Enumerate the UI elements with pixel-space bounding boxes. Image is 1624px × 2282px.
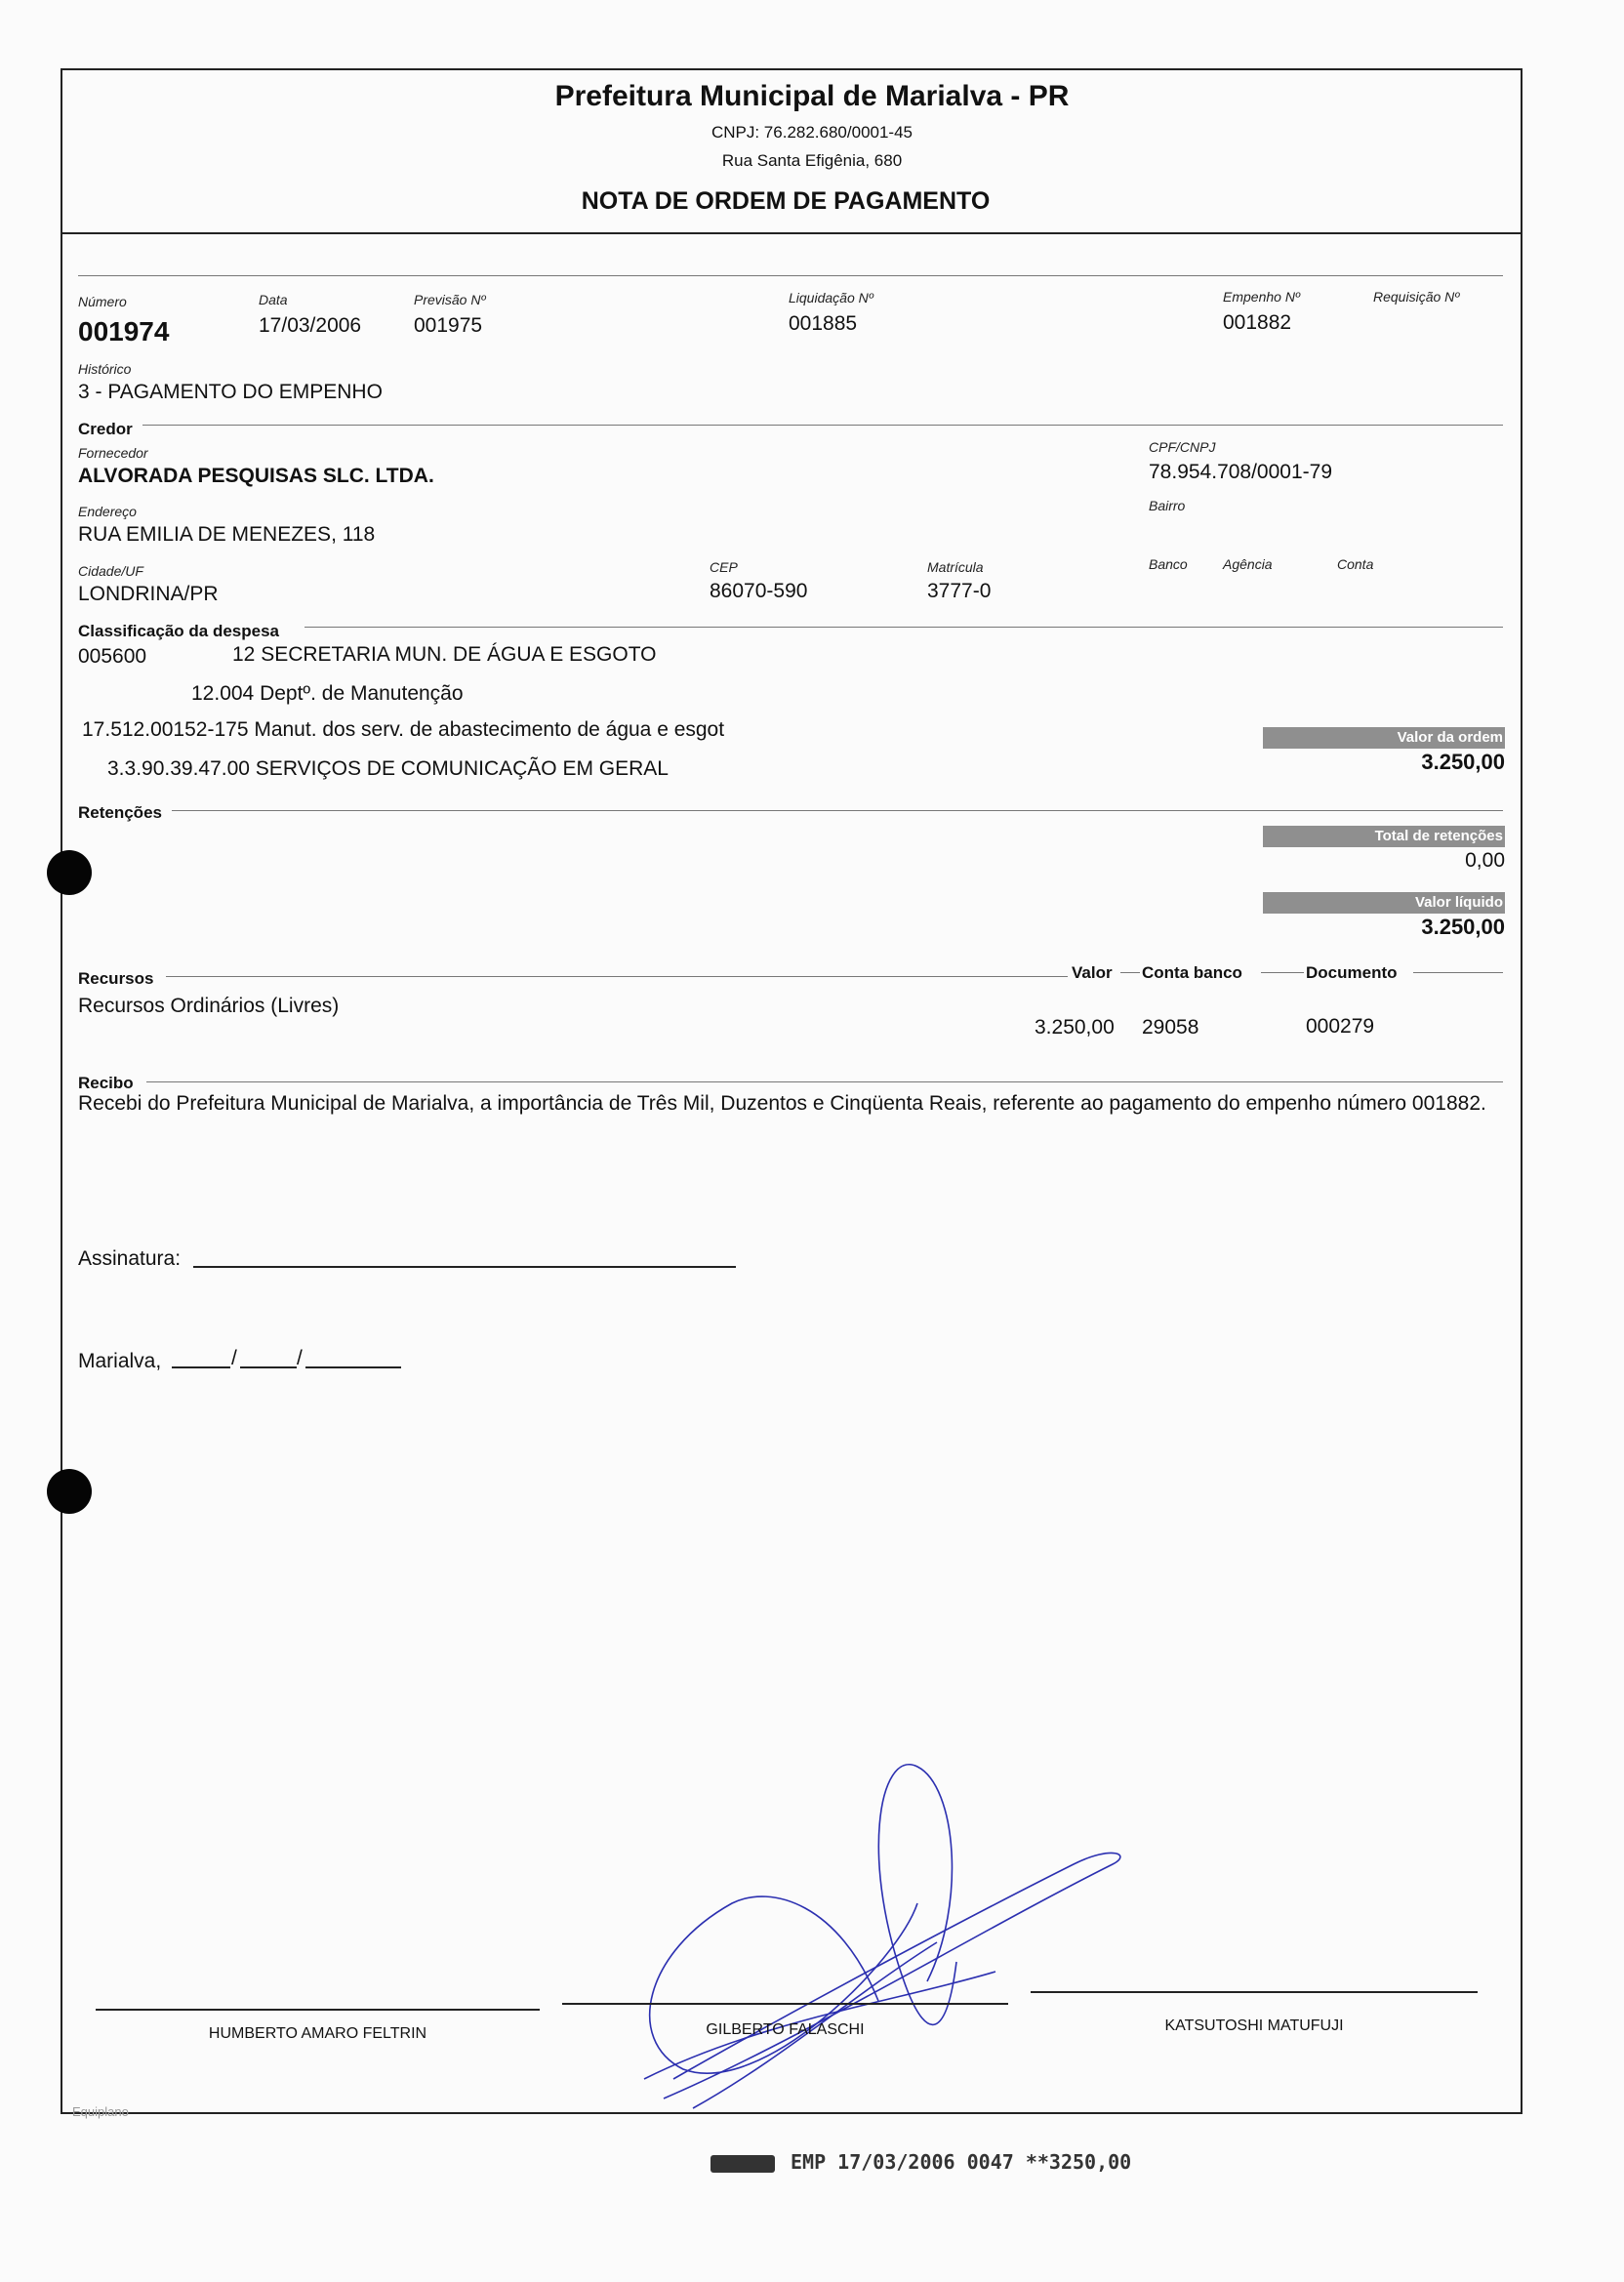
signature-line-1 — [96, 2009, 540, 2011]
valor-liquido-value: 3.250,00 — [1421, 915, 1505, 939]
recursos-documento-label: Documento — [1306, 963, 1398, 982]
classificacao-code: 005600 — [78, 645, 147, 668]
requisicao-label: Requisição Nº — [1373, 289, 1460, 305]
date-separator-2: / — [297, 1347, 303, 1369]
valor-liquido-label: Valor líquido — [1263, 892, 1505, 914]
date-year-line[interactable] — [305, 1366, 401, 1368]
previsao-label: Previsão Nº — [414, 292, 486, 307]
cidade-label: Cidade/UF — [78, 563, 143, 579]
recursos-documento: 000279 — [1306, 1015, 1375, 1038]
recursos-section: Recursos — [78, 969, 154, 988]
empenho-value: 001882 — [1223, 311, 1292, 334]
numero-value: 001974 — [78, 316, 170, 346]
place-date-label: Marialva, — [78, 1350, 162, 1372]
org-address: Rua Santa Efigênia, 680 — [721, 151, 903, 170]
matricula-value: 3777-0 — [927, 580, 992, 602]
recursos-valor: 3.250,00 — [1035, 1016, 1115, 1039]
signature-line-2 — [562, 2003, 1008, 2005]
classificacao-section: Classificação da despesa — [78, 622, 280, 640]
fornecedor-label: Fornecedor — [78, 445, 148, 461]
total-retencoes-label: Total de retenções — [1263, 826, 1505, 847]
software-label: Equiplano — [72, 2104, 129, 2119]
recursos-valor-label: Valor — [1072, 963, 1113, 982]
handwritten-signature — [605, 1747, 1132, 2118]
historico-value: 3 - PAGAMENTO DO EMPENHO — [78, 381, 383, 403]
date-separator-1: / — [231, 1347, 237, 1369]
agencia-label: Agência — [1223, 556, 1273, 572]
org-title: Prefeitura Municipal de Marialva - PR — [554, 80, 1070, 112]
recibo-section: Recibo — [78, 1074, 134, 1092]
binder-hole-top — [47, 850, 92, 895]
assinatura-label: Assinatura: — [78, 1247, 182, 1270]
cep-value: 86070-590 — [710, 580, 808, 602]
historico-label: Histórico — [78, 361, 132, 377]
empenho-label: Empenho Nº — [1223, 289, 1301, 305]
header-divider — [61, 232, 1521, 234]
classificacao-line2: 12.004 Deptº. de Manutenção — [191, 682, 464, 705]
date-day-line[interactable] — [172, 1366, 230, 1368]
top-divider — [78, 275, 1503, 276]
signature-line-3 — [1031, 1991, 1478, 1993]
cep-label: CEP — [710, 559, 738, 575]
banco-label: Banco — [1149, 556, 1188, 572]
bank-stamp: EMP 17/03/2006 0047 **3250,00 — [791, 2150, 1132, 2174]
data-value: 17/03/2006 — [259, 314, 362, 337]
signature-name-3: KATSUTOSHI MATUFUJI — [1164, 2017, 1344, 2034]
signature-name-2: GILBERTO FALASCHI — [706, 2021, 865, 2038]
doc-title: NOTA DE ORDEM DE PAGAMENTO — [581, 187, 991, 215]
numero-label: Número — [78, 294, 127, 309]
cpf-value: 78.954.708/0001-79 — [1149, 461, 1333, 483]
valor-ordem-value: 3.250,00 — [1421, 750, 1505, 774]
liquidacao-value: 001885 — [789, 312, 858, 335]
recursos-conta: 29058 — [1142, 1016, 1199, 1039]
recursos-conta-label: Conta banco — [1142, 963, 1242, 982]
date-month-line[interactable] — [240, 1366, 297, 1368]
cidade-value: LONDRINA/PR — [78, 583, 219, 605]
signature-name-1: HUMBERTO AMARO FELTRIN — [208, 2025, 427, 2042]
cnpj: CNPJ: 76.282.680/0001-45 — [710, 123, 914, 142]
endereco-label: Endereço — [78, 504, 137, 519]
assinatura-line[interactable] — [193, 1266, 736, 1268]
total-retencoes-value: 0,00 — [1465, 849, 1505, 872]
retencoes-section: Retenções — [78, 803, 162, 822]
matricula-label: Matrícula — [927, 559, 984, 575]
endereco-value: RUA EMILIA DE MENEZES, 118 — [78, 523, 376, 546]
cpf-label: CPF/CNPJ — [1149, 439, 1216, 455]
classificacao-line4: 3.3.90.39.47.00 SERVIÇOS DE COMUNICAÇÃO EM GERAL — [107, 757, 669, 780]
conta-label: Conta — [1337, 556, 1374, 572]
data-label: Data — [259, 292, 288, 307]
classificacao-line3: 17.512.00152-175 Manut. dos serv. de abastecimento de água e esgot — [82, 718, 725, 741]
classificacao-line1: 12 SECRETARIA MUN. DE ÁGUA E ESGOTO — [232, 643, 657, 666]
stamp-mark — [710, 2155, 775, 2173]
valor-ordem-label: Valor da ordem — [1263, 727, 1505, 749]
fornecedor-value: ALVORADA PESQUISAS SLC. LTDA. — [78, 465, 434, 487]
credor-section: Credor — [78, 420, 133, 438]
binder-hole-bottom — [47, 1469, 92, 1514]
liquidacao-label: Liquidação Nº — [789, 290, 873, 306]
recibo-text: Recebi do Prefeitura Municipal de Marialva, a importância de Três Mil, Duzentos e Cinqüenta Reais, referente ao pagamento do empenho número 001882. — [78, 1092, 1486, 1115]
recursos-desc: Recursos Ordinários (Livres) — [78, 995, 340, 1017]
bairro-label: Bairro — [1149, 498, 1186, 513]
previsao-value: 001975 — [414, 314, 483, 337]
